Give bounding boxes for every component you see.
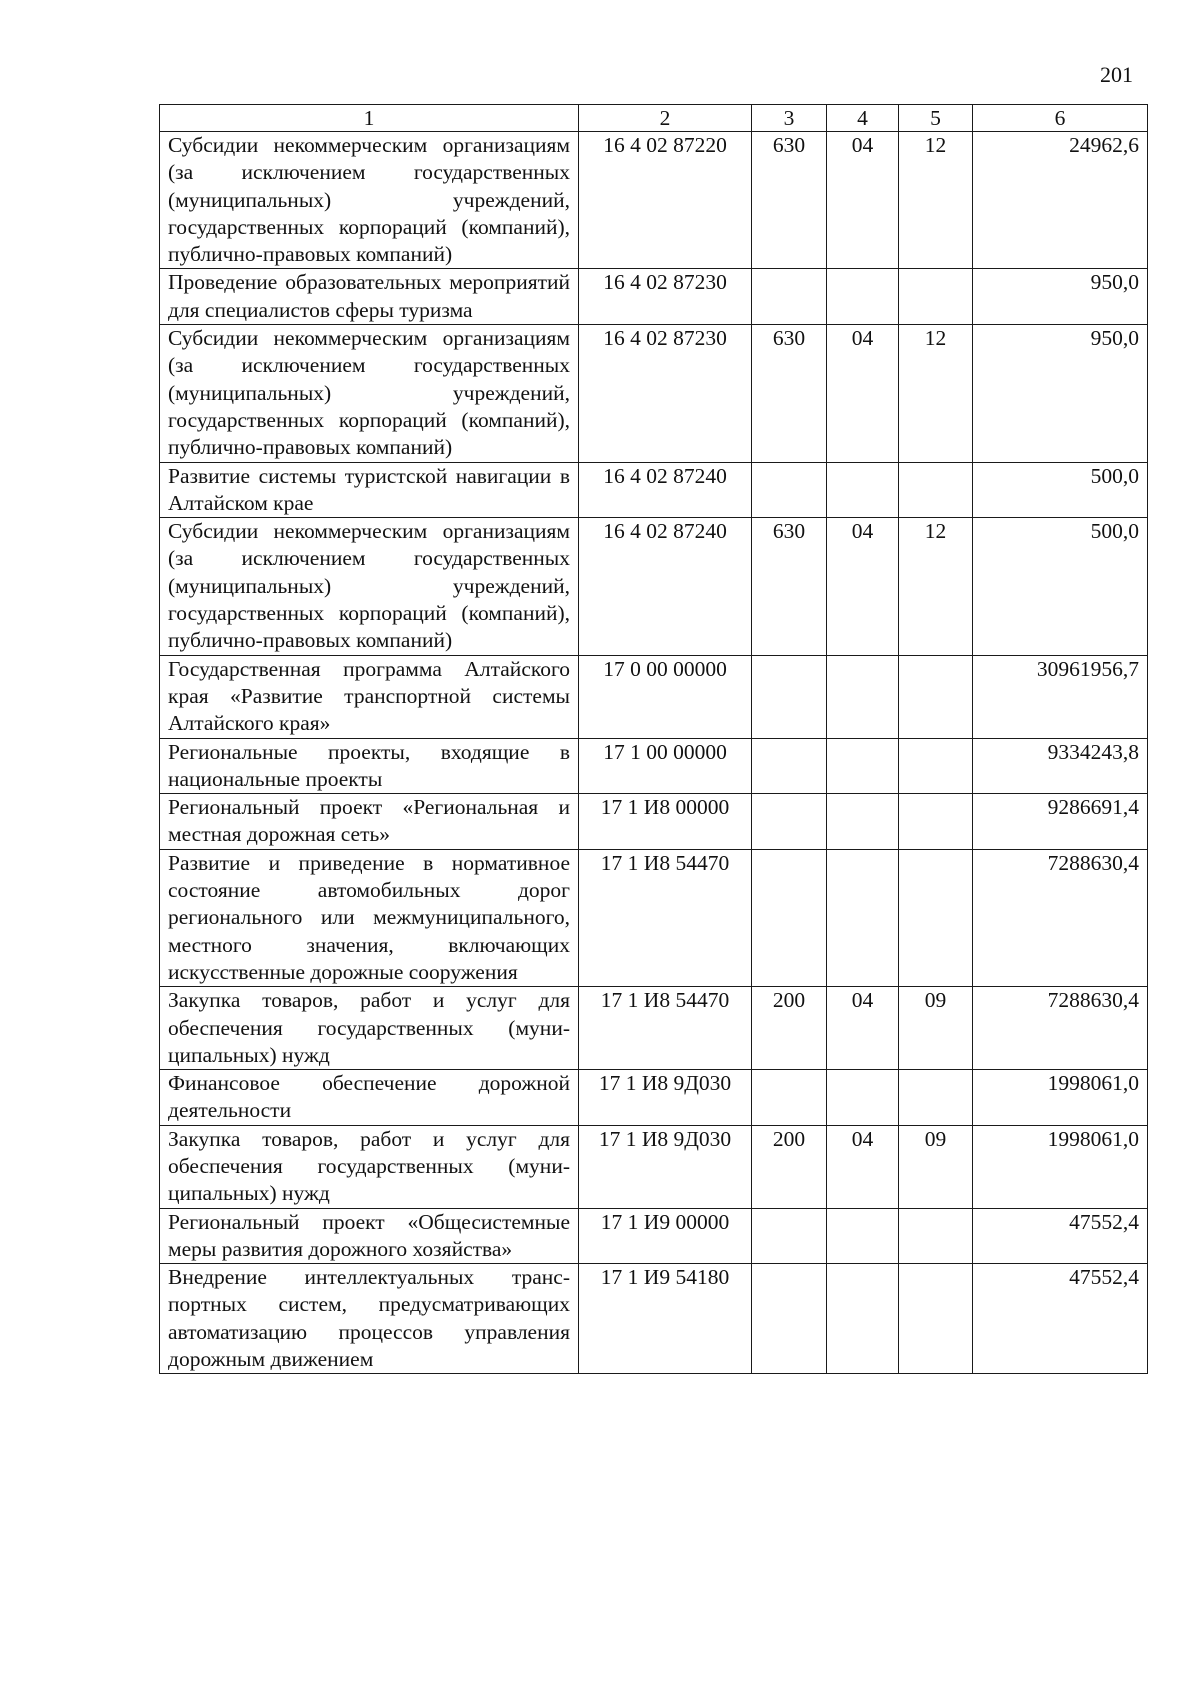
code-cell: 16 4 02 87230 (579, 325, 752, 462)
table-row (160, 1125, 1148, 1208)
amount-cell: 47552,4 (973, 1208, 1148, 1264)
code-cell: 16 4 02 87230 (579, 269, 752, 325)
subsection-cell (899, 1208, 973, 1264)
expense-type-cell: 630 (752, 518, 827, 655)
subsection-cell (899, 1264, 973, 1374)
section-cell: 04 (827, 325, 899, 462)
budget-table (159, 104, 1148, 1374)
code-cell: 17 1 И9 54180 (579, 1264, 752, 1374)
code-cell: 17 1 И9 00000 (579, 1208, 752, 1264)
table-row (160, 849, 1148, 986)
expense-type-cell (752, 794, 827, 850)
item-name-cell: Внедрение интеллектуальных транспортных систем, предусматривающих автоматизацию процессов управления дорожным движением (160, 1264, 579, 1374)
section-cell (827, 849, 899, 986)
code-cell: 17 1 И8 9Д030 (579, 1070, 752, 1126)
table-row (160, 1208, 1148, 1264)
item-name-cell: Субсидии некоммерческим организациям (за исключением государственных (муниципальных) учреждений, государственных корпораций (компаний), публично-правовых компаний) (160, 132, 579, 269)
item-name-cell: Субсидии некоммерческим организациям (за исключением государственных (муниципальных) учреждений, государственных корпораций (компаний), публично-правовых компаний) (160, 518, 579, 655)
section-cell (827, 269, 899, 325)
code-cell: 17 1 И8 9Д030 (579, 1125, 752, 1208)
section-cell: 04 (827, 1125, 899, 1208)
expense-type-cell: 630 (752, 132, 827, 269)
table-row (160, 738, 1148, 794)
amount-cell: 1998061,0 (973, 1125, 1148, 1208)
table-row (160, 518, 1148, 655)
subsection-cell (899, 269, 973, 325)
expense-type-cell: 200 (752, 987, 827, 1070)
amount-cell: 7288630,4 (973, 987, 1148, 1070)
subsection-cell (899, 1070, 973, 1126)
header-row (160, 105, 1148, 132)
expense-type-cell (752, 1070, 827, 1126)
expense-type-cell (752, 1208, 827, 1264)
item-name-cell: Региональный проект «Общесистемные меры развития дорожного хозяйства» (160, 1208, 579, 1264)
subsection-cell (899, 462, 973, 518)
item-name-cell: Проведение образовательных мероприятий для специалистов сферы туризма (160, 269, 579, 325)
subsection-cell (899, 738, 973, 794)
subsection-cell (899, 849, 973, 986)
item-name-cell: Развитие и приведение в нормативное состояние автомобильных дорог регионального или межмуниципального, местного значения, включающих искусственные дорожные сооружения (160, 849, 579, 986)
section-cell (827, 1264, 899, 1374)
column-header: 5 (899, 105, 973, 132)
amount-cell: 9334243,8 (973, 738, 1148, 794)
section-cell (827, 1070, 899, 1126)
subsection-cell: 12 (899, 325, 973, 462)
table-row (160, 325, 1148, 462)
code-cell: 16 4 02 87220 (579, 132, 752, 269)
item-name-cell: Финансовое обеспечение дорожной деятельности (160, 1070, 579, 1126)
table-row (160, 132, 1148, 269)
amount-cell: 950,0 (973, 269, 1148, 325)
code-cell: 16 4 02 87240 (579, 462, 752, 518)
code-cell: 17 1 И8 00000 (579, 794, 752, 850)
item-name-cell: Развитие системы туристской навигации в Алтайском крае (160, 462, 579, 518)
column-header: 4 (827, 105, 899, 132)
item-name-cell: Региональный проект «Региональная и местная дорожная сеть» (160, 794, 579, 850)
section-cell (827, 1208, 899, 1264)
subsection-cell (899, 655, 973, 738)
column-header: 1 (160, 105, 579, 132)
expense-type-cell (752, 849, 827, 986)
section-cell (827, 794, 899, 850)
code-cell: 17 1 И8 54470 (579, 987, 752, 1070)
section-cell (827, 655, 899, 738)
code-cell: 17 0 00 00000 (579, 655, 752, 738)
subsection-cell: 12 (899, 132, 973, 269)
expense-type-cell (752, 655, 827, 738)
table-row (160, 1264, 1148, 1374)
table-row (160, 1070, 1148, 1126)
section-cell: 04 (827, 132, 899, 269)
table-row (160, 269, 1148, 325)
section-cell (827, 462, 899, 518)
amount-cell: 500,0 (973, 462, 1148, 518)
subsection-cell: 09 (899, 1125, 973, 1208)
code-cell: 17 1 00 00000 (579, 738, 752, 794)
section-cell: 04 (827, 987, 899, 1070)
expense-type-cell (752, 738, 827, 794)
amount-cell: 950,0 (973, 325, 1148, 462)
amount-cell: 30961956,7 (973, 655, 1148, 738)
section-cell (827, 738, 899, 794)
page-number: 201 (1100, 62, 1133, 87)
amount-cell: 1998061,0 (973, 1070, 1148, 1126)
item-name-cell: Закупка товаров, работ и услуг для обеспечения государственных (муниципальных) нужд (160, 987, 579, 1070)
item-name-cell: Субсидии некоммерческим организациям (за исключением государственных (муниципальных) учреждений, государственных корпораций (компаний), публично-правовых компаний) (160, 325, 579, 462)
subsection-cell: 12 (899, 518, 973, 655)
amount-cell: 9286691,4 (973, 794, 1148, 850)
item-name-cell: Государственная программа Алтайского края «Развитие транспортной системы Алтайского края» (160, 655, 579, 738)
item-name-cell: Закупка товаров, работ и услуг для обеспечения государственных (муниципальных) нужд (160, 1125, 579, 1208)
code-cell: 17 1 И8 54470 (579, 849, 752, 986)
expense-type-cell: 630 (752, 325, 827, 462)
table-row (160, 987, 1148, 1070)
column-header: 6 (973, 105, 1148, 132)
subsection-cell (899, 794, 973, 850)
amount-cell: 7288630,4 (973, 849, 1148, 986)
column-header: 2 (579, 105, 752, 132)
column-header: 3 (752, 105, 827, 132)
expense-type-cell (752, 462, 827, 518)
expense-type-cell (752, 1264, 827, 1374)
expense-type-cell: 200 (752, 1125, 827, 1208)
table-row (160, 794, 1148, 850)
amount-cell: 500,0 (973, 518, 1148, 655)
table-row (160, 655, 1148, 738)
code-cell: 16 4 02 87240 (579, 518, 752, 655)
section-cell: 04 (827, 518, 899, 655)
expense-type-cell (752, 269, 827, 325)
amount-cell: 24962,6 (973, 132, 1148, 269)
amount-cell: 47552,4 (973, 1264, 1148, 1374)
item-name-cell: Региональные проекты, входящие в национальные проекты (160, 738, 579, 794)
table-row (160, 462, 1148, 518)
subsection-cell: 09 (899, 987, 973, 1070)
